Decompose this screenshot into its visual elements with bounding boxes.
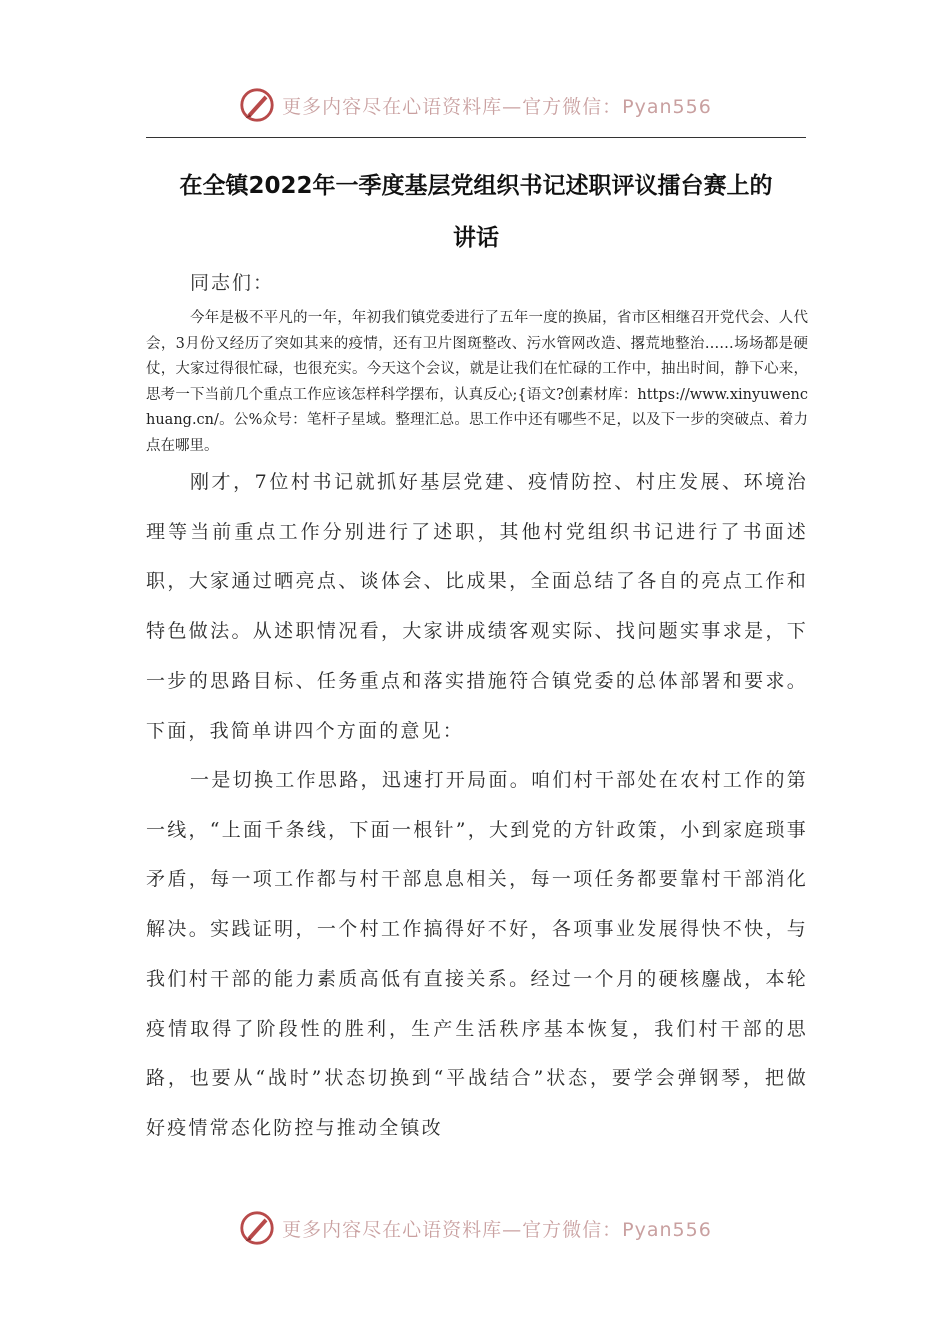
intro-paragraph: 今年是极不平凡的一年，年初我们镇党委进行了五年一度的换届，省市区相继召开党代会、人代会，3月份又经历了突如其来的疫情，还有卫片图斑整改、污水管网改造、撂荒地整治……场场都是硬仗，大家过得很忙碌，也很充实。今天这个会议，就是让我们在忙碌的工作中，抽出时间，静下心来，思考一下当前几个重点工作应该怎样科学摆布，认真反心;{语文?创素材库：https://www.xinyuwenchuang.cn/。公%众号：笔杆子星域。整理汇总。思工作中还有哪些不足，以及下一步的突破点、着力点在哪里。 [146,310,808,454]
header-divider [146,137,806,138]
header-banner [0,80,950,130]
body-paragraph-1: 刚才，7位村书记就抓好基层党建、疫情防控、村庄发展、环境治理等当前重点工作分别进行了述职，其他村党组织书记进行了书面述职，大家通过晒亮点、谈体会、比成果，全面总结了各自的亮点工作和特色做法。从述职情况看，大家讲成绩客观实际、找问题实事求是，下一步的思路目标、任务重点和落实措施符合镇党委的总体部署和要求。下面，我简单讲四个方面的意见： [146,471,808,742]
body-paragraph-2: 一是切换工作思路，迅速打开局面。咱们村干部处在农村工作的第一线，“上面千条线，下面一根针”，大到党的方针政策，小到家庭琐事矛盾，每一项工作都与村干部息息相关，每一项任务都要靠村干部消化解决。实践证明，一个村工作搞得好不好，各项事业发展得快不快，与我们村干部的能力素质高低有直接关系。经过一个月的硬核鏖战，本轮疫情取得了阶段性的胜利，生产生活秩序基本恢复，我们村干部的思路，也要从“战时”状态切换到“平战结合”状态，要学会弹钢琴，把做好疫情常态化防控与推动全镇改 [146,769,808,1139]
pen-circle-logo-icon [238,1209,276,1247]
banner-wechat-id: Pyan556 [622,1218,712,1241]
banner-text: 更多内容尽在心语资料库—官方微信：Pyan556 [282,1218,712,1241]
banner-text: 更多内容尽在心语资料库—官方微信：Pyan556 [282,95,712,118]
footer-banner [0,1203,950,1253]
pen-circle-logo-icon [238,86,276,124]
title-line-2: 讲话 [453,225,499,251]
greeting: 同志们： [190,272,275,294]
title-line-1: 在全镇2022年一季度基层党组织书记述职评议擂台赛上的 [179,173,773,199]
document-title [146,160,806,264]
banner-wechat-id: Pyan556 [622,95,712,118]
